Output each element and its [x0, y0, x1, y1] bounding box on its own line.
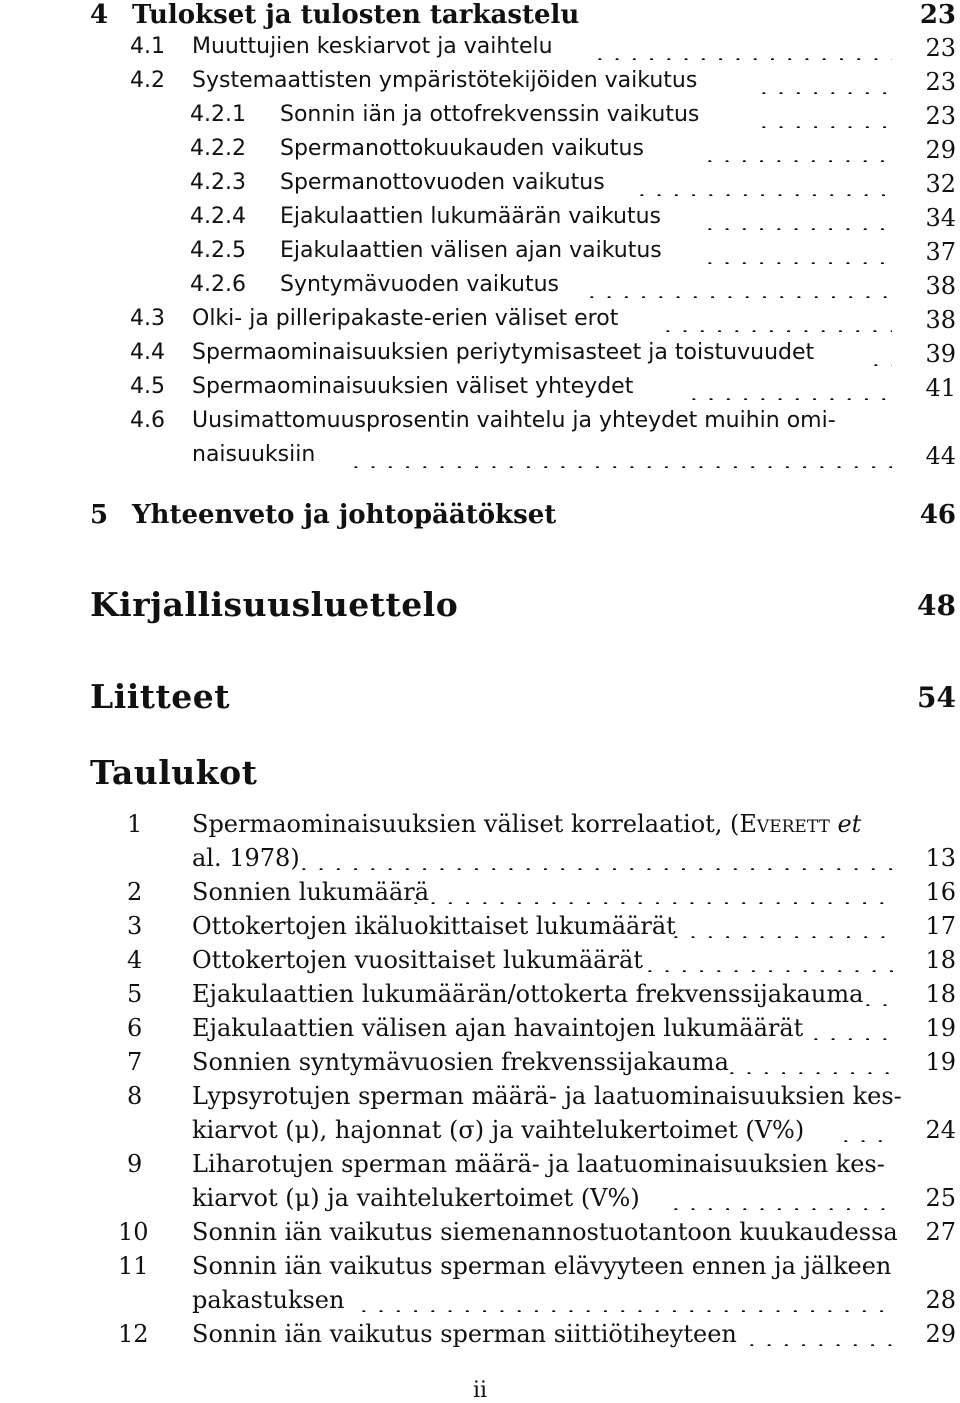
table-entry-2 — [0, 880, 960, 914]
leader-dots — [864, 992, 894, 1006]
table-title-line1: Sonnin iän vaikutus sperman elävyyteen ennen ja jälkeen — [192, 1252, 892, 1280]
toc-bibliography — [0, 585, 960, 632]
table-entry-7 — [0, 1050, 960, 1084]
entry-title: Sonnin iän ja ottofrekvenssin vaikutus — [280, 102, 700, 127]
toc-appendices — [0, 677, 960, 724]
page-number: 38 — [925, 272, 956, 300]
leader-dots — [728, 1060, 894, 1074]
page-number: 24 — [925, 1116, 956, 1144]
table-number: 2 — [127, 878, 143, 906]
leader-dots — [352, 454, 892, 468]
table-entry-5 — [0, 982, 960, 1016]
entry-number: 4.5 — [130, 374, 165, 399]
table-number: 1 — [127, 810, 143, 838]
table-title: Ejakulaattien lukumäärän/ottokerta frekvenssijakauma — [192, 980, 864, 1008]
page-number: 19 — [925, 1048, 956, 1076]
table-number: 8 — [127, 1082, 143, 1110]
leader-dots — [360, 1298, 894, 1312]
table-title-line1 — [192, 812, 861, 836]
page-number: 39 — [925, 340, 956, 368]
leader-dots — [706, 250, 892, 264]
entry-number: 4.6 — [130, 408, 165, 433]
entry-title: Systemaattisten ympäristötekijöiden vaikutus — [192, 68, 698, 93]
page-number: 17 — [925, 912, 956, 940]
entry-title: Spermaominaisuuksien väliset yhteydet — [192, 374, 634, 399]
page-number: 54 — [917, 681, 956, 714]
page-number: 44 — [925, 442, 956, 470]
table-number: 9 — [127, 1150, 143, 1178]
entry-title-line2: naisuuksiin — [192, 442, 316, 467]
page-number: 13 — [925, 844, 956, 872]
page-number: 23 — [925, 34, 956, 62]
entry-number: 4.3 — [130, 306, 165, 331]
section-heading: Taulukot — [90, 753, 258, 792]
leader-dots — [672, 1196, 894, 1210]
table-entry-10 — [0, 1220, 960, 1254]
leader-dots — [748, 1332, 894, 1346]
toc-entry-4-6 — [0, 410, 960, 444]
entry-number: 4.4 — [130, 340, 165, 365]
toc-chapter-5 — [0, 502, 960, 536]
toc-entry-4-2 — [0, 70, 960, 104]
table-number: 10 — [118, 1218, 149, 1246]
et-text: et — [829, 810, 862, 838]
page-number: 46 — [919, 500, 956, 530]
page-number: 23 — [925, 68, 956, 96]
table-number: 5 — [127, 980, 143, 1008]
chapter-number: 4 — [90, 0, 109, 30]
table-title-line1: Liharotujen sperman määrä- ja laatuominaisuuksien kes- — [192, 1150, 885, 1178]
table-entry-3 — [0, 914, 960, 948]
table-number: 6 — [127, 1014, 143, 1042]
leader-dots — [412, 890, 894, 904]
entry-title: Spermaominaisuuksien periytymisasteet ja toistuvuudet — [192, 340, 815, 365]
page-number: 41 — [925, 374, 956, 402]
page-number: 28 — [925, 1286, 956, 1314]
page-number: 27 — [925, 1218, 956, 1246]
table-entry-9 — [0, 1152, 960, 1186]
entry-title: Syntymävuoden vaikutus — [280, 272, 559, 297]
toc-tables-heading — [0, 753, 960, 800]
table-title-line2: pakastuksen — [192, 1286, 345, 1314]
table-entry-4 — [0, 948, 960, 982]
leader-dots — [646, 958, 894, 972]
entry-number: 4.2.6 — [190, 272, 246, 297]
entry-number: 4.2.4 — [190, 204, 246, 229]
page-number: 23 — [925, 102, 956, 130]
table-entry-8-cont — [0, 1118, 960, 1152]
table-entry-9-cont — [0, 1186, 960, 1220]
table-entry-6 — [0, 1016, 960, 1050]
entry-title: Spermanottokuukauden vaikutus — [280, 136, 644, 161]
toc-entry-4-2-1 — [0, 104, 960, 138]
leader-dots — [706, 148, 892, 162]
table-title: Sonnien syntymävuosien frekvenssijakauma — [192, 1048, 729, 1076]
toc-entry-4-2-2 — [0, 138, 960, 172]
leader-dots — [596, 46, 892, 60]
table-title: Sonnin iän vaikutus siemenannostuotantoon kuukaudessa — [192, 1218, 898, 1246]
entry-title: Spermanottovuoden vaikutus — [280, 170, 605, 195]
page-number: 18 — [925, 946, 956, 974]
page-number: 29 — [925, 136, 956, 164]
leader-dots — [706, 216, 892, 230]
leader-dots — [664, 318, 892, 332]
toc-entry-4-4 — [0, 342, 960, 376]
table-title-line1: Lypsyrotujen sperman määrä- ja laatuominaisuuksien kes- — [192, 1082, 902, 1110]
chapter-title: Tulokset ja tulosten tarkastelu — [132, 0, 580, 30]
table-entry-1-cont — [0, 846, 960, 880]
page-number: 19 — [925, 1014, 956, 1042]
leader-dots — [588, 284, 892, 298]
page-number: 23 — [919, 0, 956, 30]
chapter-title: Yhteenveto ja johtopäätökset — [132, 500, 557, 530]
page-number: 37 — [925, 238, 956, 266]
entry-number: 4.2.3 — [190, 170, 246, 195]
table-title: Ejakulaattien välisen ajan havaintojen lukumäärät — [192, 1014, 804, 1042]
page-number: 38 — [925, 306, 956, 334]
entry-number: 4.1 — [130, 34, 165, 59]
toc-entry-4-1 — [0, 36, 960, 70]
table-title: Ottokertojen vuosittaiset lukumäärät — [192, 946, 643, 974]
table-entry-12 — [0, 1322, 960, 1356]
entry-number: 4.2.1 — [190, 102, 246, 127]
chapter-number: 5 — [90, 500, 109, 530]
table-title-text: Spermaominaisuuksien väliset korrelaatiot, ( — [192, 810, 740, 838]
section-heading: Kirjallisuusluettelo — [90, 585, 459, 624]
page-number: 18 — [925, 980, 956, 1008]
table-number: 11 — [118, 1252, 149, 1280]
leader-dots — [872, 352, 892, 366]
page-number: 32 — [925, 170, 956, 198]
table-title-line2: kiarvot (μ), hajonnat (σ) ja vaihtelukertoimet (V%) — [192, 1116, 805, 1144]
page-number: 34 — [925, 204, 956, 232]
leader-dots — [672, 924, 894, 938]
entry-number: 4.2 — [130, 68, 165, 93]
page-number: 29 — [925, 1320, 956, 1348]
toc-entry-4-2-3 — [0, 172, 960, 206]
leader-dots — [760, 114, 892, 128]
table-number: 3 — [127, 912, 143, 940]
page-number: 25 — [925, 1184, 956, 1212]
table-entry-11 — [0, 1254, 960, 1288]
table-number: 4 — [127, 946, 143, 974]
leader-dots — [842, 1128, 894, 1142]
page-footer-number: ii — [472, 1378, 488, 1403]
entry-number: 4.2.5 — [190, 238, 246, 263]
entry-number: 4.2.2 — [190, 136, 246, 161]
leader-dots — [760, 80, 892, 94]
table-number: 12 — [118, 1320, 149, 1348]
table-title: Sonnien lukumäärä — [192, 878, 430, 906]
author-name: Everett — [739, 810, 830, 838]
table-number: 7 — [127, 1048, 143, 1076]
entry-title: Olki- ja pilleripakaste-erien väliset erot — [192, 306, 619, 331]
leader-dots — [812, 1026, 894, 1040]
table-entry-11-cont — [0, 1288, 960, 1322]
section-heading: Liitteet — [90, 677, 230, 716]
toc-chapter-4 — [0, 2, 960, 36]
table-entry-1 — [0, 812, 960, 846]
table-title-line2: al. 1978) — [192, 844, 300, 872]
leader-dots — [690, 386, 892, 400]
table-title-line2: kiarvot (μ) ja vaihtelukertoimet (V%) — [192, 1184, 640, 1212]
leader-dots — [300, 856, 894, 870]
toc-entry-4-2-5 — [0, 240, 960, 274]
entry-title-line1: Uusimattomuusprosentin vaihtelu ja yhteydet muihin omi- — [192, 408, 836, 433]
toc-entry-4-3 — [0, 308, 960, 342]
page-number: 16 — [925, 878, 956, 906]
table-title: Ottokertojen ikäluokittaiset lukumäärät — [192, 912, 676, 940]
toc-entry-4-2-6 — [0, 274, 960, 308]
entry-title: Muuttujien keskiarvot ja vaihtelu — [192, 34, 553, 59]
toc-entry-4-6-cont — [0, 444, 960, 478]
toc-entry-4-2-4 — [0, 206, 960, 240]
entry-title: Ejakulaattien välisen ajan vaikutus — [280, 238, 662, 263]
table-entry-8 — [0, 1084, 960, 1118]
entry-title: Ejakulaattien lukumäärän vaikutus — [280, 204, 661, 229]
table-title: Sonnin iän vaikutus sperman siittiötiheyteen — [192, 1320, 737, 1348]
toc-entry-4-5 — [0, 376, 960, 410]
page-number: 48 — [917, 589, 956, 622]
leader-dots — [638, 182, 892, 196]
